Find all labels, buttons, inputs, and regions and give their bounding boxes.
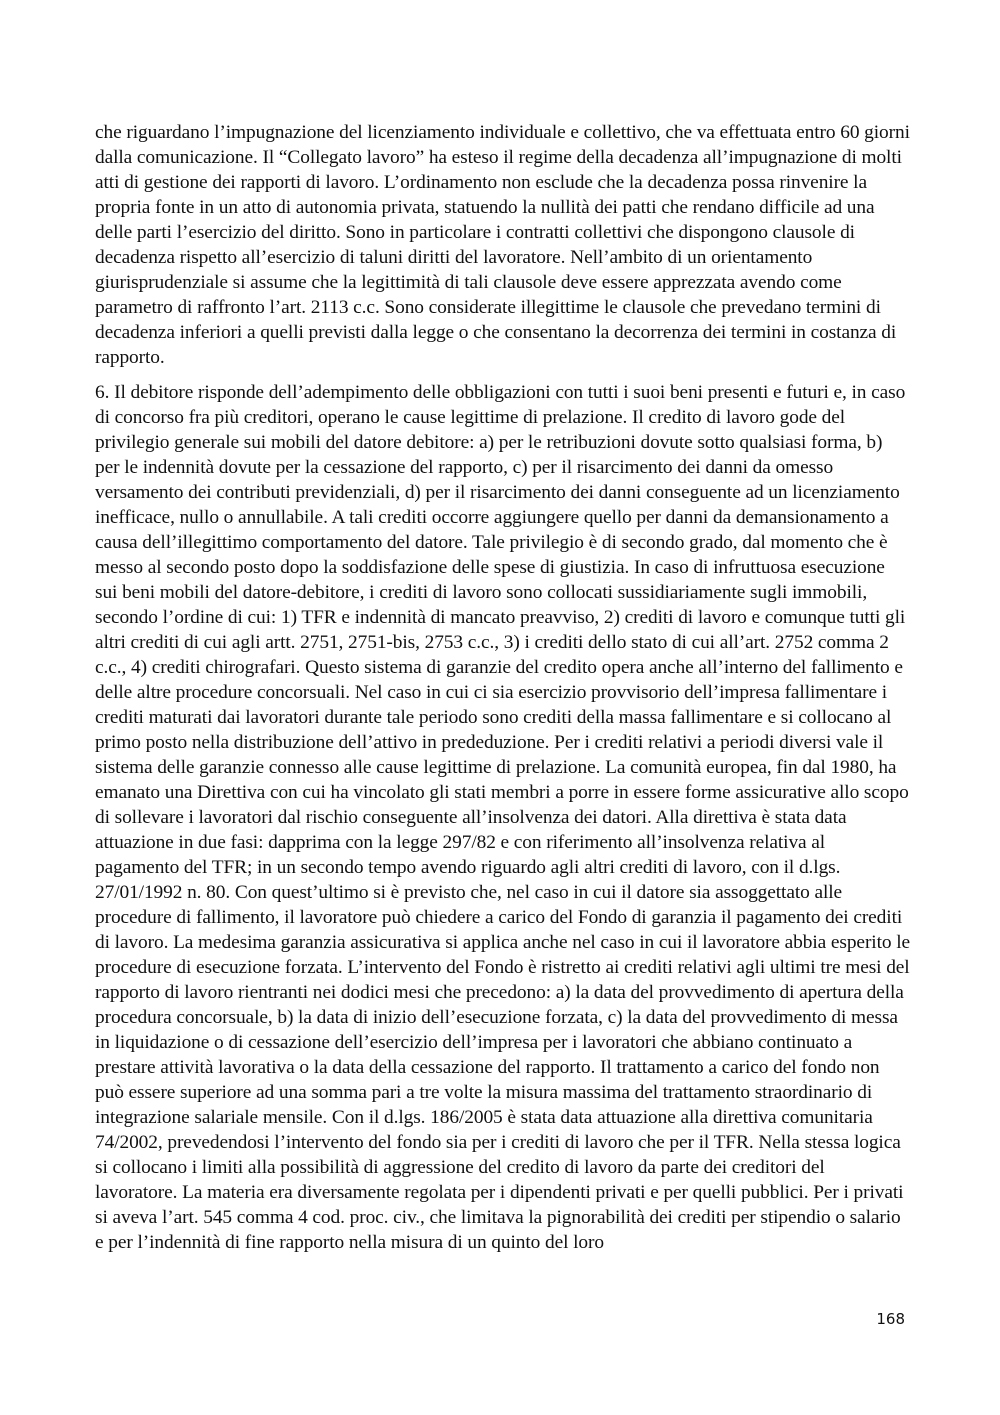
paragraph-continued: che riguardano l’impugnazione del licenziamento individuale e collettivo, che va effettuata entro 60 giorni dalla comunicazione. Il “Collegato lavoro” ha esteso il regime della decadenza all’impugnazione di molti atti di gestione dei rapporti di lavoro. L’ordinamento non esclude che la decadenza possa rinvenire la propria fonte in un atto di autonomia privata, statuendo la nullità dei patti che rendano difficile ad una delle parti l’esercizio del diritto. Sono in particolare i contratti collettivi che dispongono clausole di decadenza rispetto all’esercizio di taluni diritti del lavoratore. Nell’ambito di un orientamento giurisprudenziale si assume che la legittimità di tali clausole deve essere apprezzata avendo come parametro di raffronto l’art. 2113 c.c. Sono considerate illegittime le clausole che prevedano termini di decadenza inferiori a quelli previsti dalla legge o che consentano la decorrenza dei termini in costanza di rapporto. (95, 122, 910, 368)
body-text (95, 120, 910, 1265)
page-number: 168 (876, 1310, 905, 1328)
paragraph-section-6: 6. Il debitore risponde dell’adempimento delle obbligazioni con tutti i suoi beni presenti e futuri e, in caso di concorso fra più creditori, operano le cause legittime di prelazione. Il credito di lavoro gode del privilegio generale sui mobili del datore debitore: a) per le retribuzioni dovute sotto qualsiasi forma, b) per le indennità dovute per la cessazione del rapporto, c) per il risarcimento dei danni da omesso versamento dei contributi previdenziali, d) per il risarcimento dei danni conseguente ad un licenziamento inefficace, nullo o annullabile. A tali crediti occorre aggiungere quello per danni da demansionamento a causa dell’illegittimo comportamento del datore. Tale privilegio è di secondo grado, dal momento che è messo al secondo posto dopo la soddisfazione delle spese di giustizia. In caso di infruttuosa esecuzione sui beni mobili del datore-debitore, i crediti di lavoro sono collocati sussidiariamente sugli immobili, secondo l’ordine di cui: 1) TFR e indennità di mancato preavviso, 2) crediti di lavoro e comunque tutti gli altri crediti di cui agli artt. 2751, 2751-bis, 2753 c.c., 3) i crediti dello stato di cui all’art. 2752 comma 2 c.c., 4) crediti chirografari. Questo sistema di garanzie del credito opera anche all’interno del fallimento e delle altre procedure concorsuali. Nel caso in cui ci sia esercizio provvisorio dell’impresa fallimentare i crediti maturati dai lavoratori durante tale periodo sono crediti della massa fallimentare e si collocano al primo posto nella distribuzione dell’attivo in prededuzione. Per i crediti relativi a periodi diversi vale il sistema delle garanzie connesso alle cause legittime di prelazione. La comunità europea, fin dal 1980, ha emanato una Direttiva con cui ha vincolato gli stati membri a porre in essere forme assicurative allo scopo di sollevare i lavoratori dal rischio conseguente all’insolvenza dei datori. Alla direttiva è stata data attuazione in due fasi: dapprima con la legge 297/82 e con riferimento all’insolvenza relativa al pagamento del TFR; in un secondo tempo avendo riguardo agli altri crediti di lavoro, con il d.lgs. 27/01/1992 n. 80. Con quest’ultimo si è previsto che, nel caso in cui il datore sia assoggettato alle procedure di fallimento, il lavoratore può chiedere a carico del Fondo di garanzia il pagamento dei crediti di lavoro. La medesima garanzia assicurativa si applica anche nel caso in cui il lavoratore abbia esperito le procedure di esecuzione forzata. L’intervento del Fondo è ristretto ai crediti relativi agli ultimi tre mesi del rapporto di lavoro rientranti nei dodici mesi che precedono: a) la data del provvedimento di apertura della procedura concorsuale, b) la data di inizio dell’esecuzione forzata, c) la data del provvedimento di messa in liquidazione o di cessazione dell’esercizio dell’impresa per i lavoratori che abbiano continuato a prestare attività lavorativa o la data della cessazione del rapporto. Il trattamento a carico del fondo non può essere superiore ad una somma pari a tre volte la misura massima del trattamento straordinario di integrazione salariale mensile. Con il d.lgs. 186/2005 è stata data attuazione alla direttiva comunitaria 74/2002, prevedendosi l’intervento del fondo sia per i crediti di lavoro che per il TFR. Nella stessa logica si collocano i limiti alla possibilità di aggressione del credito di lavoro da parte dei creditori del lavoratore. La materia era diversamente regolata per i dipendenti privati e per quelli pubblici. Per i privati si aveva l’art. 545 comma 4 cod. proc. civ., che limitava la pignorabilità dei crediti per stipendio o salario e per l’indennità di fine rapporto nella misura di un quinto del loro (95, 382, 911, 1253)
